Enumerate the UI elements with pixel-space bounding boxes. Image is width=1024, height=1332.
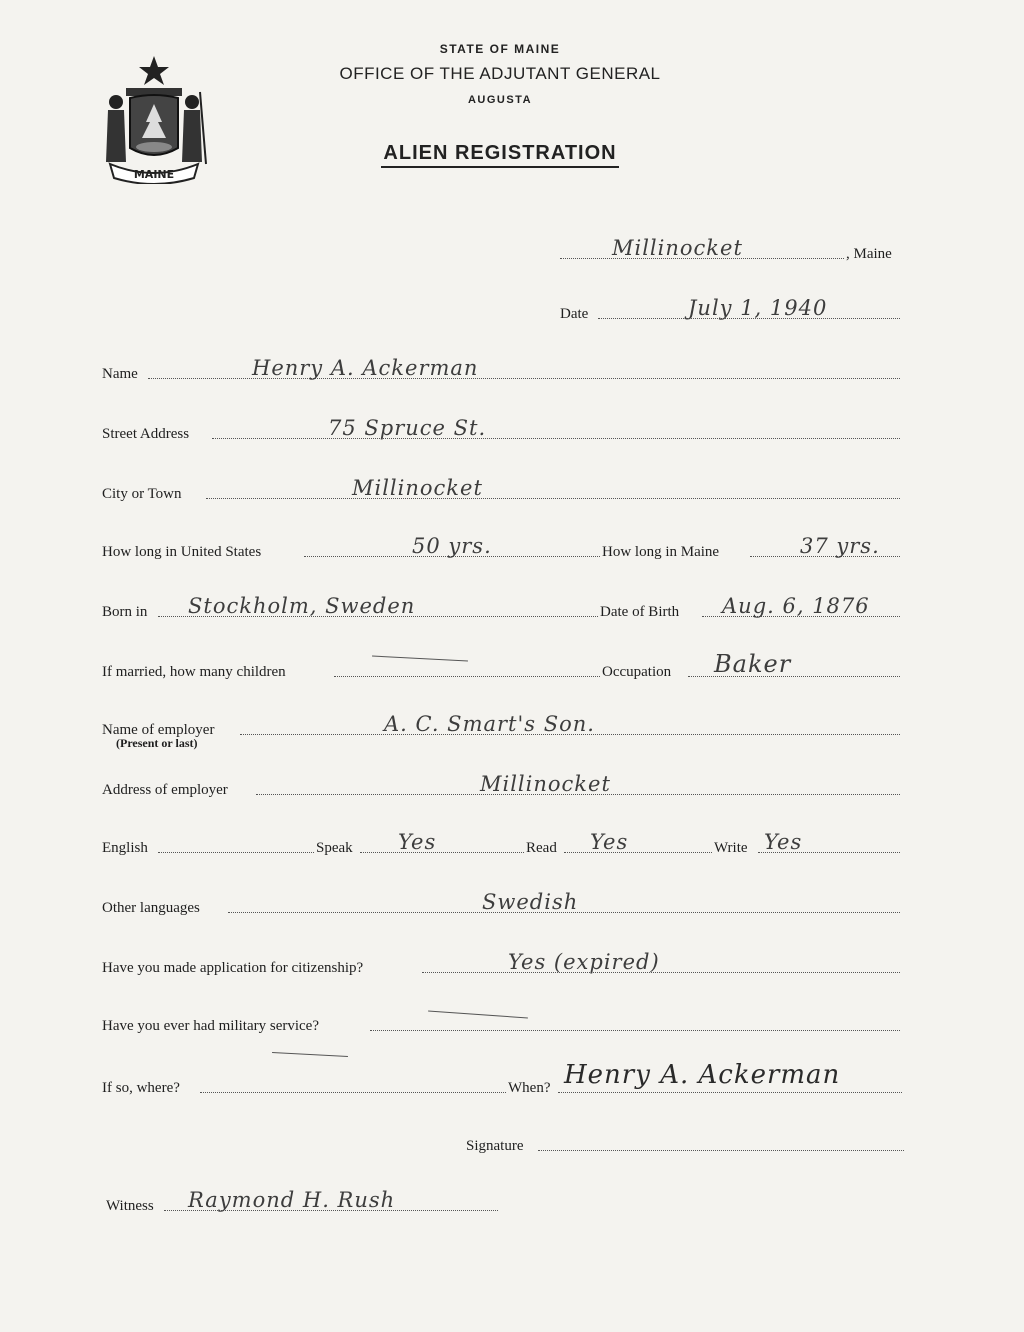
how-long-maine-label: How long in Maine (602, 544, 720, 560)
street-address-line (212, 438, 900, 439)
city-field (102, 472, 902, 502)
where-field (102, 1060, 912, 1096)
when-label: When? (508, 1080, 551, 1096)
citizenship-line (422, 972, 900, 973)
birth-field (102, 590, 904, 620)
signature-field (466, 1124, 906, 1154)
svg-text:MAINE: MAINE (133, 168, 175, 181)
town-label: , Maine (846, 246, 892, 262)
english-line (158, 852, 314, 853)
state-heading: STATE OF MAINE (439, 42, 561, 56)
form-title: ALIEN REGISTRATION (330, 142, 670, 165)
street-address-value: 75 Spruce St. (328, 416, 487, 440)
military-line (370, 1030, 900, 1031)
born-in-label: Born in (102, 604, 148, 620)
speak-value: Yes (398, 830, 437, 854)
employer-address-value: Millinocket (480, 772, 611, 796)
city-heading: AUGUSTA (467, 94, 533, 106)
witness-field (106, 1184, 500, 1214)
when-line (558, 1092, 902, 1093)
employer-name-label: Name of employer (102, 722, 215, 738)
name-field (102, 352, 902, 382)
where-label: If so, where? (102, 1080, 180, 1096)
signature-line (538, 1150, 904, 1151)
english-field (102, 826, 902, 856)
children-occupation-field (102, 650, 904, 680)
born-in-value: Stockholm, Sweden (188, 594, 416, 618)
where-dash (272, 1052, 348, 1057)
date-label: Date (560, 306, 589, 322)
military-field (102, 1004, 902, 1034)
date-field (560, 292, 902, 322)
employer-address-field (102, 768, 902, 798)
town-field (560, 232, 906, 262)
other-languages-value: Swedish (482, 890, 579, 914)
residence-duration-field (102, 530, 904, 560)
other-languages-label: Other languages (102, 900, 200, 916)
date-of-birth-value: Aug. 6, 1876 (722, 594, 870, 618)
employer-name-field (102, 708, 902, 750)
english-label: English (102, 840, 148, 856)
children-label: If married, how many children (102, 664, 286, 680)
applicant-signature-value: Henry A. Ackerman (564, 1060, 841, 1090)
office-heading: OFFICE OF THE ADJUTANT GENERAL (339, 64, 661, 83)
city-label: City or Town (102, 486, 182, 502)
occupation-label: Occupation (602, 664, 672, 680)
signature-label: Signature (466, 1138, 524, 1154)
speak-line (360, 852, 524, 853)
write-value: Yes (764, 830, 803, 854)
children-line (334, 676, 600, 677)
city-value: Millinocket (352, 476, 483, 500)
name-value: Henry A. Ackerman (252, 356, 479, 380)
military-label: Have you ever had military service? (102, 1018, 319, 1034)
read-line (564, 852, 712, 853)
town-value: Millinocket (612, 236, 743, 260)
street-address-field (102, 412, 902, 442)
other-languages-field (102, 886, 902, 916)
how-long-us-value: 50 yrs. (412, 534, 492, 558)
name-label: Name (102, 366, 138, 382)
citizenship-label: Have you made application for citizenship? (102, 960, 364, 976)
witness-value: Raymond H. Rush (188, 1188, 396, 1212)
read-value: Yes (590, 830, 629, 854)
how-long-maine-value: 37 yrs. (800, 534, 880, 558)
where-line (200, 1092, 506, 1093)
maine-state-seal-icon (96, 52, 212, 184)
read-label: Read (526, 840, 557, 856)
citizenship-field (102, 946, 902, 976)
employer-address-label: Address of employer (102, 782, 228, 798)
write-label: Write (714, 840, 748, 856)
children-dash (372, 655, 468, 661)
date-of-birth-label: Date of Birth (600, 604, 680, 620)
employer-name-value: A. C. Smart's Son. (384, 712, 595, 736)
city-line (206, 498, 900, 499)
employer-name-sublabel: (Present or last) (116, 736, 198, 750)
citizenship-value: Yes (expired) (508, 950, 660, 974)
witness-label: Witness (106, 1198, 154, 1214)
occupation-value: Baker (714, 650, 792, 678)
speak-label: Speak (316, 840, 353, 856)
date-value: July 1, 1940 (688, 296, 828, 320)
military-dash (428, 1011, 528, 1019)
how-long-us-label: How long in United States (102, 544, 262, 560)
street-address-label: Street Address (102, 426, 190, 442)
